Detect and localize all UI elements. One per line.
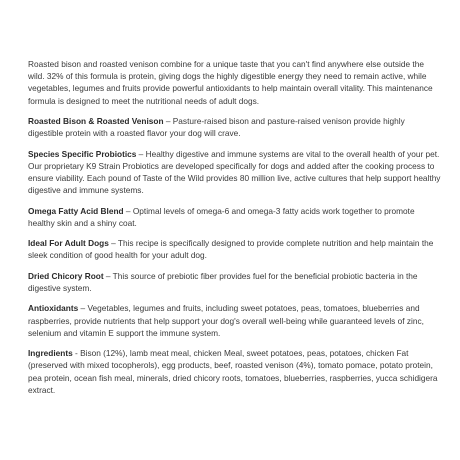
section-text: – Optimal levels of omega-6 and omega-3 fatty acids work together to promote healthy skin and a shiny coat. bbox=[28, 205, 415, 228]
section-text: - Bison (12%), lamb meat meal, chicken Meal, sweet potatoes, peas, potatoes, chicken Fat (preserved with mixed tocopherols), egg products, beef, roasted venison (4%), tomato pomace, potato protein, pea protein, ocean fish meal, minerals, dried chicory roots, tomatoes, blueberries, raspberries, yucca schidigera extract. bbox=[28, 348, 438, 395]
section-title: Roasted Bison & Roasted Venison bbox=[28, 116, 164, 126]
section-title: Ingredients bbox=[28, 348, 73, 359]
section-text: – This source of prebiotic fiber provides fuel for the beneficial probiotic bacteria in the digestive system. bbox=[28, 270, 418, 293]
section-omega bbox=[28, 205, 442, 229]
section-title: Ideal For Adult Dogs bbox=[28, 238, 109, 249]
section-text: – Healthy digestive and immune systems are vital to the overall health of your pet. Our proprietary K9 Strain Probiotics are developed specifically for dogs and added after the cooking process to ensure viability. Each pound of Taste of the Wild provides 80 million live, active cultures that help support healthy digestive and immune systems. bbox=[28, 148, 441, 196]
product-description bbox=[28, 58, 442, 404]
section-chicory bbox=[28, 270, 442, 294]
section-antioxidants bbox=[28, 302, 442, 339]
section-title: Antioxidants bbox=[28, 303, 79, 314]
section-title: Species Specific Probiotics bbox=[28, 148, 137, 159]
section-text: – This recipe is specifically designed to provide complete nutrition and help maintain the sleek condition of good health for your adult dog. bbox=[28, 238, 434, 261]
section-adult-dogs bbox=[28, 237, 442, 261]
section-probiotics bbox=[28, 148, 442, 197]
intro-paragraph: Roasted bison and roasted venison combine for a unique taste that you can't find anywhere else outside the wild. 32% of this formula is protein, giving dogs the highly digestible energy they need to remain active, while vegetables, legumes and fruits provide powerful antioxidants to help maintain overall vitality. This maintenance formula is designed to meet the nutritional needs of adult dogs. bbox=[28, 59, 433, 106]
section-bison-venison bbox=[28, 115, 442, 139]
section-title: Omega Fatty Acid Blend bbox=[28, 205, 124, 216]
section-text: – Vegetables, legumes and fruits, including sweet potatoes, peas, tomatoes, blueberries and raspberries, provide nutrients that help support your dog's overall well-being while guaranteed levels of zinc, selenium and vitamin E support the immune system. bbox=[28, 303, 424, 338]
section-ingredients bbox=[28, 347, 442, 396]
section-text: – Pasture-raised bison and pasture-raised venison provide highly digestible protein with a roasted flavor your dog will crave. bbox=[28, 116, 405, 139]
section-title: Dried Chicory Root bbox=[28, 270, 104, 281]
